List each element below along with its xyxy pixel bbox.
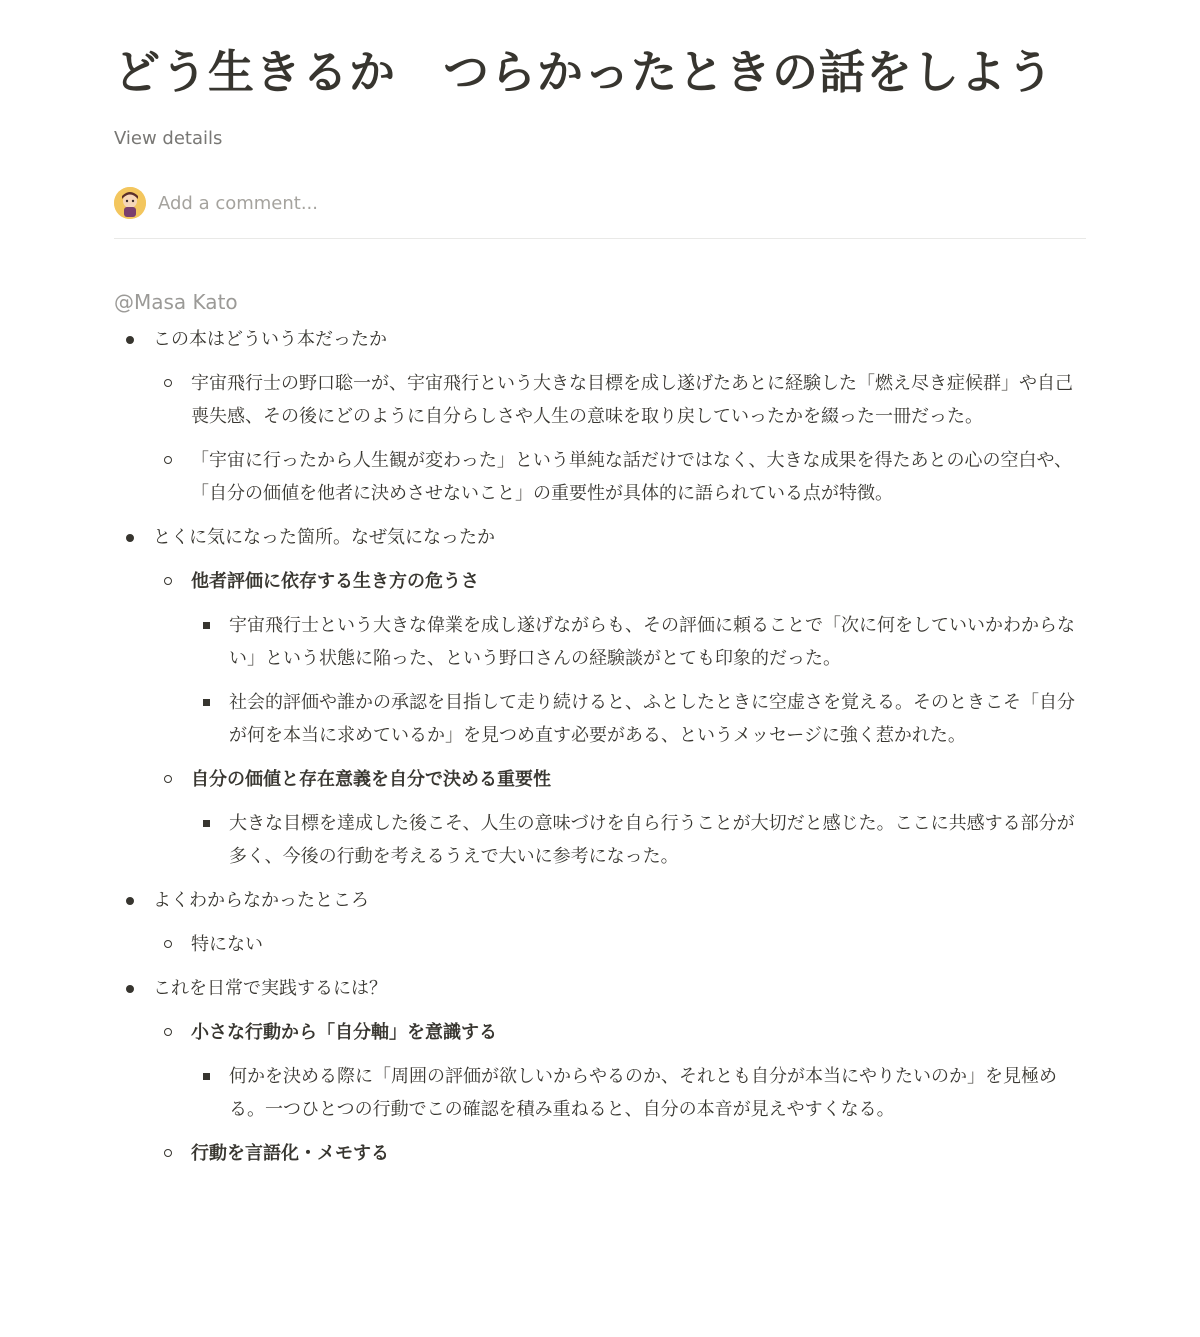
list-item: 社会的評価や誰かの承認を目指して走り続けると、ふとしたときに空虚さを覚える。そのときこそ「自分が何を本当に求めているか」を見つめ直す必要がある、というメッセージに強く惹かれた。 <box>114 686 1086 752</box>
comment-bar[interactable] <box>114 186 1086 220</box>
list-item: 特にない <box>114 928 1086 961</box>
list-item: これを日常で実践するには？ <box>114 972 1086 1005</box>
bullet-square-icon <box>203 622 210 629</box>
comment-input[interactable]: Add a comment... <box>158 192 319 214</box>
list-item: よくわからなかったところ <box>114 884 1086 917</box>
list-item: 他者評価に依存する生き方の危うさ <box>114 565 1086 598</box>
user-mention[interactable]: @Masa Kato <box>114 290 238 314</box>
bullet-disc-icon <box>126 985 134 993</box>
list-item: 宇宙飛行士という大きな偉業を成し遂げながらも、その評価に頼ることで「次に何をしていいかわからない」という状態に陥った、という野口さんの経験談がとても印象的だった。 <box>114 609 1086 675</box>
divider <box>114 238 1086 239</box>
page-content <box>114 40 1086 1170</box>
bullet-circle-icon <box>164 456 172 464</box>
bullet-square-icon <box>203 820 210 827</box>
list-item: 「宇宙に行ったから人生観が変わった」という単純な話だけではなく、大きな成果を得たあとの心の空白や、「自分の価値を他者に決めさせないこと」の重要性が具体的に語られている点が特徴。 <box>114 444 1086 510</box>
bullet-circle-icon <box>164 577 172 585</box>
bullet-circle-icon <box>164 379 172 387</box>
bullet-circle-icon <box>164 1028 172 1036</box>
bullet-circle-icon <box>164 940 172 948</box>
list-item: この本はどういう本だったか <box>114 323 1086 356</box>
avatar-illustration-icon <box>114 187 146 219</box>
bullet-square-icon <box>203 1073 210 1080</box>
view-details-link[interactable]: View details <box>114 128 223 149</box>
bullet-circle-icon <box>164 775 172 783</box>
list-item: 行動を言語化・メモする <box>114 1137 1086 1170</box>
list-item: 何かを決める際に「周囲の評価が欲しいからやるのか、それとも自分が本当にやりたいのか」を見極める。一つひとつの行動でこの確認を積み重ねると、自分の本音が見えやすくなる。 <box>114 1060 1086 1126</box>
bullet-disc-icon <box>126 897 134 905</box>
outline-list <box>114 323 1086 1170</box>
list-item: 大きな目標を達成した後こそ、人生の意味づけを自ら行うことが大切だと感じた。ここに共感する部分が多く、今後の行動を考えるうえで大いに参考になった。 <box>114 807 1086 873</box>
list-item: とくに気になった箇所。なぜ気になったか <box>114 521 1086 554</box>
bullet-disc-icon <box>126 336 134 344</box>
avatar <box>114 187 146 219</box>
list-item: 小さな行動から「自分軸」を意識する <box>114 1016 1086 1049</box>
page-title[interactable]: どう生きるか つらかったときの話をしよう <box>114 45 1054 99</box>
list-item: 自分の価値と存在意義を自分で決める重要性 <box>114 763 1086 796</box>
list-item: 宇宙飛行士の野口聡一が、宇宙飛行という大きな目標を成し遂げたあとに経験した「燃え尽き症候群」や自己喪失感、その後にどのように自分らしさや人生の意味を取り戻していったかを綴った一冊だった。 <box>114 367 1086 433</box>
bullet-square-icon <box>203 699 210 706</box>
bullet-disc-icon <box>126 534 134 542</box>
bullet-circle-icon <box>164 1149 172 1157</box>
